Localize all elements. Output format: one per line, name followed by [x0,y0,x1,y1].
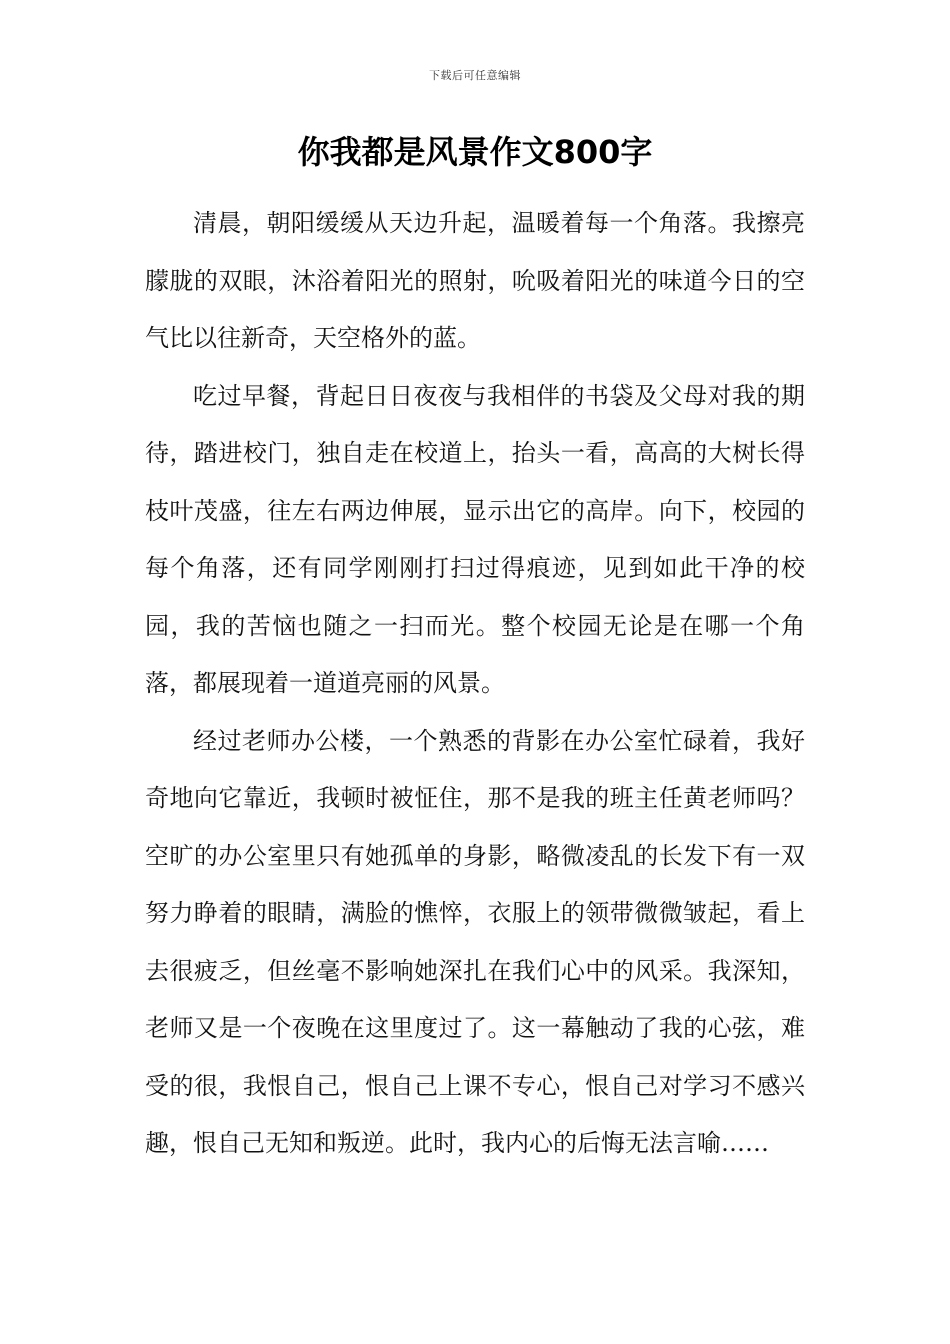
paragraph-3: 经过老师办公楼，一个熟悉的背影在办公室忙碌着，我好奇地向它靠近，我顿时被怔住，那不是我的班主任黄老师吗？空旷的办公室里只有她孤单的身影，略微凌乱的长发下有一双努力睁着的眼睛，满脸的憔悴，衣服上的领带微微皱起，看上去很疲乏，但丝毫不影响她深扎在我们心中的风采。我深知，老师又是一个夜晚在这里度过了。这一幕触动了我的心弦，难受的很，我恨自己，恨自己上课不专心，恨自己对学习不感兴趣，恨自己无知和叛逆。此时，我内心的后悔无法言喻…… [145,726,805,1157]
document-title: 你我都是风景作文800字 [297,133,653,171]
header-note: 下载后可任意编辑 [429,69,521,82]
paragraph-2: 吃过早餐，背起日日夜夜与我相伴的书袋及父母对我的期待，踏进校门，独自走在校道上，抬头一看，高高的大树长得枝叶茂盛，往左右两边伸展，显示出它的高岸。向下，校园的每个角落，还有同学刚刚打扫过得痕迹，见到如此干净的校园，我的苦恼也随之一扫而光。整个校园无论是在哪一个角落，都展现着一道道亮丽的风景。 [145,381,805,697]
paragraph-1: 清晨，朝阳缓缓从天边升起，温暖着每一个角落。我擦亮朦胧的双眼，沐浴着阳光的照射，吮吸着阳光的味道今日的空气比以往新奇，天空格外的蓝。 [145,209,805,352]
essay-body [145,195,805,1173]
